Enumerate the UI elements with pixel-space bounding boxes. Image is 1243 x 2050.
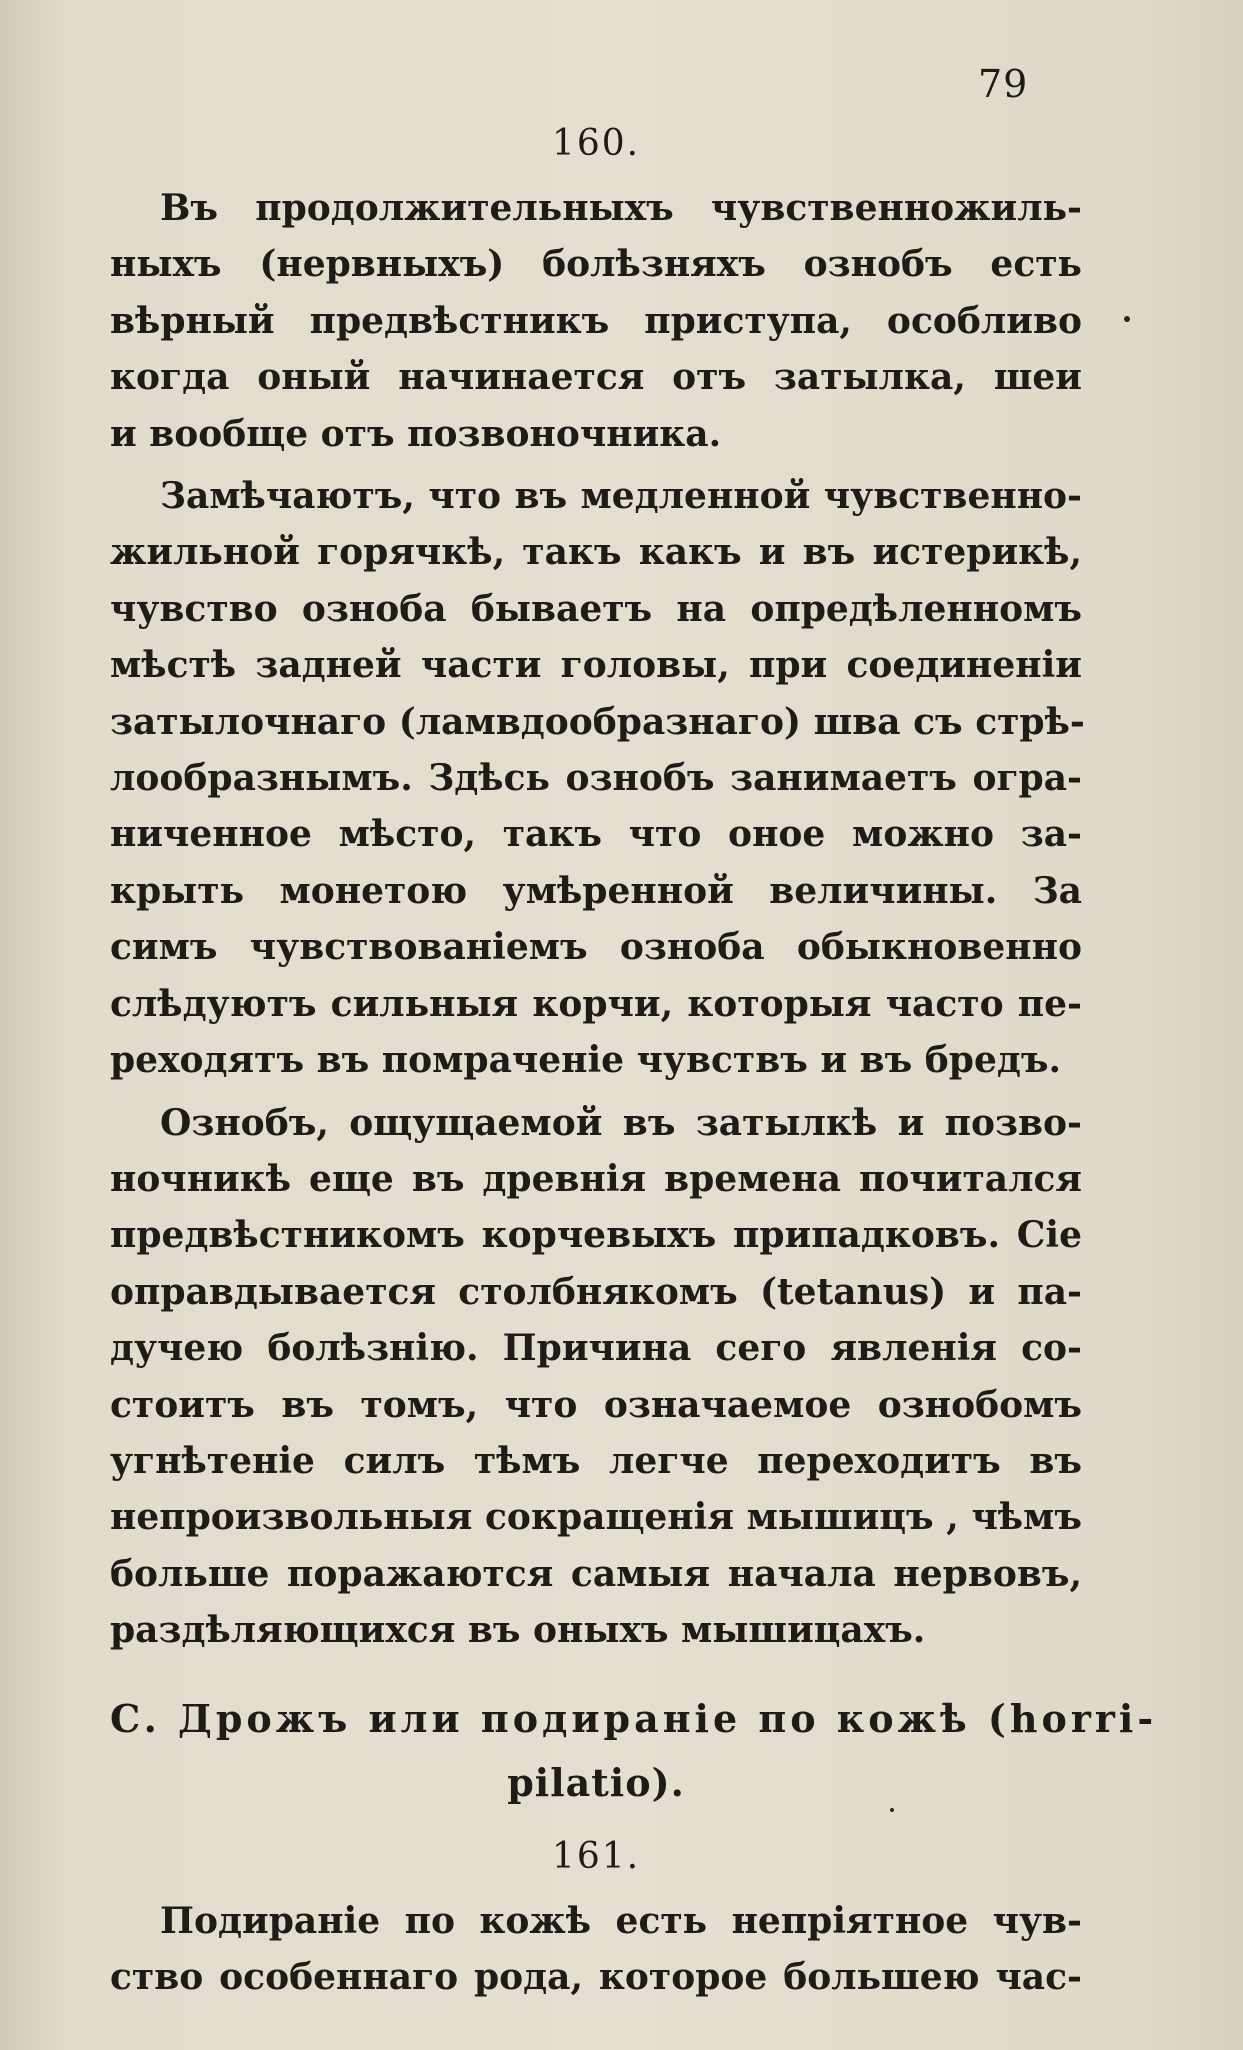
paragraph-4 [110,1893,1082,2006]
text-line: дучею болѣзнiю. Причина сего явленiя со- [110,1327,1082,1370]
text-line: Ознобъ, ощущаемой въ затылкѣ и позво- [160,1101,1082,1144]
text-line: Въ продолжительныхъ чувственножиль- [160,187,1082,229]
text-line: ныхъ (нервныхъ) болѣзняхъ ознобъ есть [110,243,1082,286]
heading-line: pilatio). [507,1759,685,1805]
text-line: затылочнаго (ламвдообразнаго) шва съ стрѣ- [110,700,1085,743]
text-line: ночникѣ еще въ древнiя времена почитался [110,1157,1082,1200]
text-line: вѣрный предвѣстникъ приступа, особливо [110,299,1082,342]
paragraph-1 [110,180,1082,462]
paragraph-2 [110,468,1085,1088]
text-line: больше поражаются самыя начала нервовъ, [110,1552,1082,1595]
text-line: лообразнымъ. Здѣсь ознобъ занимаетъ огра- [110,757,1082,800]
text-line: ниченное мѣсто, такъ что оное можно за- [110,813,1082,856]
text-line: и вообще отъ позвоночника. [110,412,722,455]
ink-speck [890,1808,894,1812]
text-line: реходятъ въ помраченiе чувствъ и въ бредъ. [110,1039,1062,1082]
text-line: крыть монетою умѣренной величины. За [110,869,1082,912]
ink-speck [1124,316,1130,322]
text-line: непроизвольныя сокращенiя мышицъ , чѣмъ [110,1496,1082,1539]
text-line: ство особеннаго рода, которое большею час- [110,1955,1082,1998]
text-line: оправдывается столбнякомъ (tetanus) и па- [110,1270,1082,1313]
heading-line: C. Дрожъ или подиранiе по кожѣ (horri- [110,1695,1158,1741]
page-number: 79 [978,62,1029,106]
text-line: чувство озноба бываетъ на опредѣленномъ [110,587,1082,630]
text-line: мѣстѣ задней части головы, при соединенiи [110,644,1082,687]
text-line: жильной горячкѣ, такъ какъ и въ истерикѣ, [110,531,1082,574]
text-line: угнѣтенiе силъ тѣмъ легче переходитъ въ [110,1439,1082,1482]
text-line: Замѣчаютъ, что въ медленной чувственно- [160,475,1082,518]
page-content [110,118,1158,2011]
text-line: Подиранiе по кожѣ есть непрiятное чув- [160,1899,1082,1942]
section-heading-c [110,1687,1158,1815]
text-line: симъ чувствованiемъ озноба обыкновенно [110,926,1082,969]
text-line: раздѣляющихся въ оныхъ мышицахъ. [110,1609,926,1652]
text-line: когда оный начинается отъ затылка, шеи [110,356,1082,399]
paragraph-3 [110,1095,1082,1659]
section-number-160: 160. [551,123,641,164]
text-line: стоитъ въ томъ, что означаемое ознобомъ [110,1383,1082,1426]
text-line: слѣдуютъ сильныя корчи, которыя часто пе- [110,982,1082,1025]
text-line: предвѣстникомъ корчевыхъ припадковъ. Сiе [110,1214,1082,1257]
section-number-161: 161. [551,1835,641,1877]
